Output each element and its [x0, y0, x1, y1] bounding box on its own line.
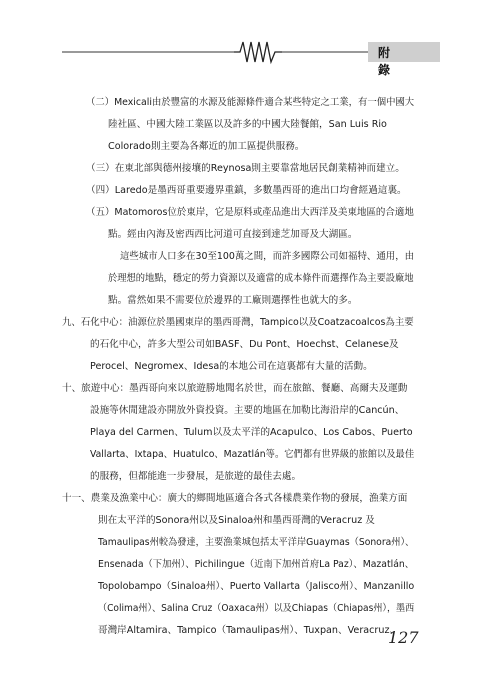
text-line: 設施等休閒建設亦開放外資投資。主要的地區在加勒比海沿岸的Cancún、	[90, 405, 405, 416]
header-rule-icon	[62, 38, 418, 66]
page-header	[62, 38, 418, 77]
text-line: Topolobampo（Sinaloa州）、Puerto Vallarta（Jalisco州）、Manzanillo	[98, 581, 415, 592]
text-line: 點。當然如果不需要位於邊界的工廠則選擇性也就大的多。	[108, 295, 358, 306]
text-line: （二）Mexicali由於豐富的水源及能源條件適合某些特定之工業，有一個中國大	[86, 97, 415, 108]
text-line: （五）Matomoros位於東岸，它是原料或產品進出大西洋及美東地區的合適地	[86, 207, 414, 218]
text-line: 於理想的地點，穩定的勞力資源以及適當的成本條件而選擇作為主要設廠地	[108, 273, 414, 284]
text-line: 陸社區、中國大陸工業區以及許多的中國大陸餐館，San Luis Rio	[108, 119, 387, 130]
text-line: Vallarta、Ixtapa、Huatulco、Mazatlán等。它們都有世界級的旅館以及最佳	[90, 449, 415, 460]
text-line: 的石化中心，許多大型公司如BASF、Du Pont、Hoechst、Celanese及	[90, 339, 399, 350]
text-line: Ensenada（下加州）、Pichilingue（近南下加州首府La Paz）、Mazatlán、	[98, 559, 415, 570]
header-label: 附 錄	[378, 46, 397, 77]
text-line: Playa del Carmen、Tulum以及太平洋的Acapulco、Los Cabos、Puerto	[90, 427, 413, 438]
page-number: 127	[388, 628, 419, 647]
text-line: （四）Laredo是墨西哥重要邊界重鎮，多數墨西哥的進出口均會經過這裏。	[86, 185, 407, 196]
text-line: （三）在東北部與德州接壤的Reynosa則主要靠當地居民創業精神而建立。	[86, 163, 405, 174]
text-line: 九、石化中心：油源位於墨國東岸的墨西哥灣，Tampico以及Coatzacoalcos為主要	[62, 317, 414, 328]
text-line: 則在太平洋的Sonora州以及Sinaloa州和墨西哥灣的Veracruz 及	[98, 515, 375, 526]
text-line: （Colima州）、Salina Cruz（Oaxaca州）以及Chiapas（Chiapas州），墨西	[98, 603, 415, 614]
text-line: Tamaulipas州較為發達，主要漁業城包括太平洋岸Guaymas（Sonora州）、	[98, 537, 415, 548]
text-line: 十一、農業及漁業中心：廣大的鄉間地區適合各式各樣農業作物的發展，漁業方面	[62, 493, 408, 504]
text-line: 點。經由內海及密西西比河道可直接到達芝加哥及大湖區。	[108, 229, 358, 240]
text-line: 十、旅遊中心：墨西哥向來以旅遊勝地聞名於世，而在旅館、餐廳、高爾夫及運動	[62, 383, 408, 394]
text-line: 的服務，但都能進一步發展，是旅遊的最佳去處。	[90, 471, 302, 482]
text-line: 這些城市人口多在30至100萬之間，而許多國際公司如福特、通用，由	[120, 251, 415, 262]
text-line: Colorado則主要為各鄰近的加工區提供服務。	[108, 141, 305, 152]
text-line: 哥灣岸Altamira、Tampico（Tamaulipas州）、Tuxpan、Veracruz、	[98, 625, 400, 636]
text-line: Perocel、Negromex、Idesa的本地公司在這裏都有大量的活動。	[90, 361, 373, 372]
